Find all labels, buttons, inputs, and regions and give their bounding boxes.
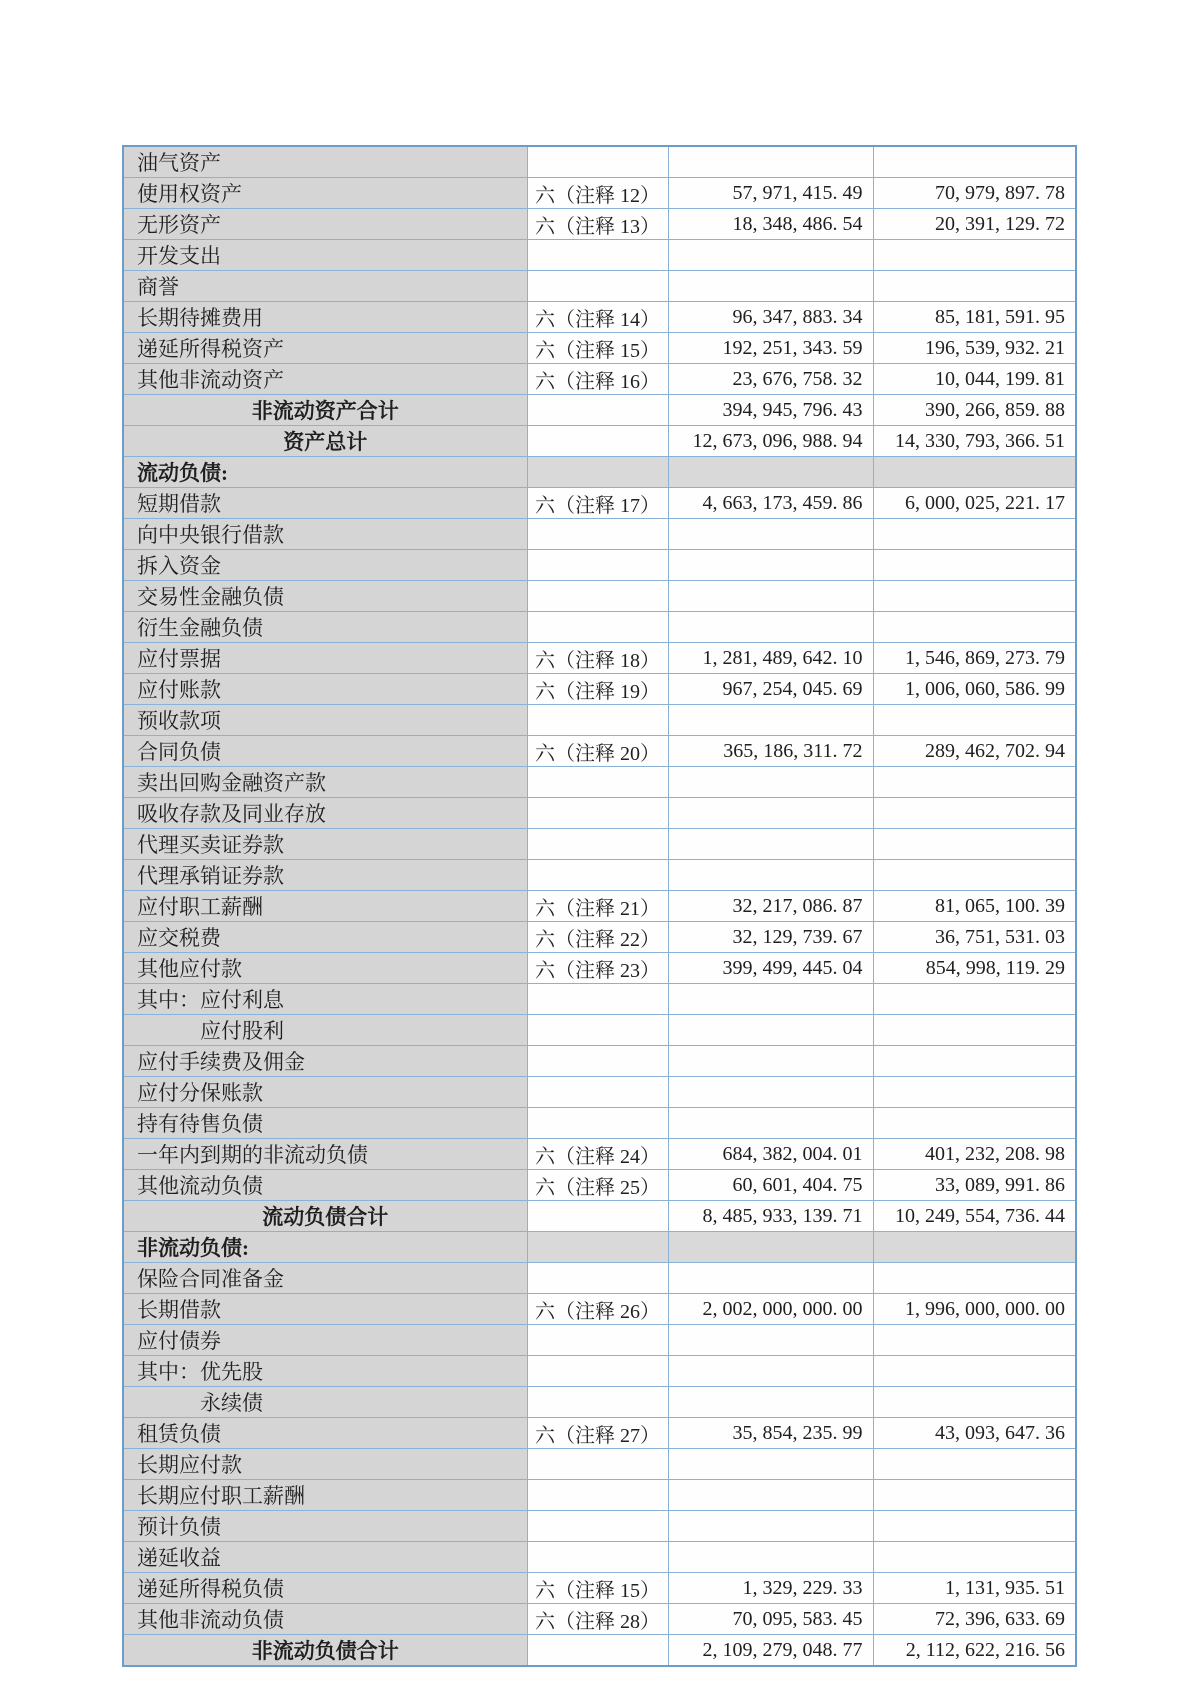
row-label-cell: 应交税费 (123, 922, 527, 953)
row-label-cell: 衍生金融负债 (123, 612, 527, 643)
note-cell: 六（注释 22） (527, 922, 668, 953)
table-row (123, 364, 1076, 395)
note-cell (527, 798, 668, 829)
row-label-cell: 交易性金融负债 (123, 581, 527, 612)
table-row (123, 1325, 1076, 1356)
note-cell (527, 1108, 668, 1139)
prior-period-value-cell: 1, 131, 935. 51 (873, 1573, 1076, 1604)
note-cell (527, 984, 668, 1015)
prior-period-value-cell: 10, 044, 199. 81 (873, 364, 1076, 395)
note-cell: 六（注释 13） (527, 209, 668, 240)
row-label-cell: 油气资产 (123, 146, 527, 178)
prior-period-value-cell (873, 1449, 1076, 1480)
row-label-cell: 长期应付职工薪酬 (123, 1480, 527, 1511)
prior-period-value-cell (873, 1511, 1076, 1542)
table-row (123, 457, 1076, 488)
prior-period-value-cell (873, 1325, 1076, 1356)
note-cell: 六（注释 27） (527, 1418, 668, 1449)
row-label-cell: 预收款项 (123, 705, 527, 736)
note-cell (527, 146, 668, 178)
row-label-cell: 吸收存款及同业存放 (123, 798, 527, 829)
current-period-value-cell: 684, 382, 004. 01 (668, 1139, 873, 1170)
current-period-value-cell: 365, 186, 311. 72 (668, 736, 873, 767)
table-row (123, 1201, 1076, 1232)
current-period-value-cell: 2, 109, 279, 048. 77 (668, 1635, 873, 1667)
prior-period-value-cell (873, 767, 1076, 798)
prior-period-value-cell: 196, 539, 932. 21 (873, 333, 1076, 364)
current-period-value-cell: 32, 129, 739. 67 (668, 922, 873, 953)
table-row (123, 1573, 1076, 1604)
current-period-value-cell: 2, 002, 000, 000. 00 (668, 1294, 873, 1325)
current-period-value-cell (668, 829, 873, 860)
note-cell: 六（注释 17） (527, 488, 668, 519)
row-label-cell: 非流动负债: (123, 1232, 527, 1263)
note-cell: 六（注释 12） (527, 178, 668, 209)
table-row (123, 146, 1076, 178)
prior-period-value-cell (873, 550, 1076, 581)
note-cell (527, 1387, 668, 1418)
note-cell (527, 1015, 668, 1046)
row-label-cell: 非流动资产合计 (123, 395, 527, 426)
prior-period-value-cell (873, 1077, 1076, 1108)
current-period-value-cell: 60, 601, 404. 75 (668, 1170, 873, 1201)
row-label-cell: 递延收益 (123, 1542, 527, 1573)
prior-period-value-cell (873, 457, 1076, 488)
note-cell (527, 395, 668, 426)
row-label-cell: 拆入资金 (123, 550, 527, 581)
table-row (123, 581, 1076, 612)
row-label-cell: 应付票据 (123, 643, 527, 674)
current-period-value-cell: 967, 254, 045. 69 (668, 674, 873, 705)
table-row (123, 550, 1076, 581)
prior-period-value-cell (873, 1263, 1076, 1294)
prior-period-value-cell: 6, 000, 025, 221. 17 (873, 488, 1076, 519)
prior-period-value-cell (873, 798, 1076, 829)
table-row (123, 395, 1076, 426)
note-cell (527, 581, 668, 612)
row-label-cell: 其他非流动负债 (123, 1604, 527, 1635)
row-label-cell: 一年内到期的非流动负债 (123, 1139, 527, 1170)
row-label-cell: 应付债券 (123, 1325, 527, 1356)
current-period-value-cell: 70, 095, 583. 45 (668, 1604, 873, 1635)
prior-period-value-cell (873, 860, 1076, 891)
table-row (123, 1170, 1076, 1201)
table-row (123, 860, 1076, 891)
balance-sheet-table (122, 145, 1077, 1667)
prior-period-value-cell: 10, 249, 554, 736. 44 (873, 1201, 1076, 1232)
table-row (123, 426, 1076, 457)
table-row (123, 488, 1076, 519)
row-label-cell: 其中：应付利息 (123, 984, 527, 1015)
prior-period-value-cell (873, 1015, 1076, 1046)
prior-period-value-cell (873, 1387, 1076, 1418)
current-period-value-cell: 394, 945, 796. 43 (668, 395, 873, 426)
note-cell (527, 1542, 668, 1573)
current-period-value-cell (668, 550, 873, 581)
row-label-cell: 卖出回购金融资产款 (123, 767, 527, 798)
table-row (123, 674, 1076, 705)
note-cell: 六（注释 23） (527, 953, 668, 984)
table-row (123, 1387, 1076, 1418)
prior-period-value-cell: 2, 112, 622, 216. 56 (873, 1635, 1076, 1667)
row-label-cell: 递延所得税资产 (123, 333, 527, 364)
current-period-value-cell (668, 1046, 873, 1077)
note-cell (527, 1511, 668, 1542)
table-row (123, 953, 1076, 984)
current-period-value-cell (668, 1263, 873, 1294)
table-row (123, 271, 1076, 302)
prior-period-value-cell (873, 1232, 1076, 1263)
current-period-value-cell (668, 1480, 873, 1511)
current-period-value-cell: 57, 971, 415. 49 (668, 178, 873, 209)
note-cell (527, 612, 668, 643)
current-period-value-cell (668, 860, 873, 891)
row-label-cell: 开发支出 (123, 240, 527, 271)
table-row (123, 1604, 1076, 1635)
note-cell (527, 457, 668, 488)
prior-period-value-cell (873, 240, 1076, 271)
table-row (123, 705, 1076, 736)
current-period-value-cell (668, 1356, 873, 1387)
row-label-cell: 向中央银行借款 (123, 519, 527, 550)
table-row (123, 240, 1076, 271)
current-period-value-cell (668, 1232, 873, 1263)
current-period-value-cell: 23, 676, 758. 32 (668, 364, 873, 395)
note-cell: 六（注释 20） (527, 736, 668, 767)
prior-period-value-cell: 1, 996, 000, 000. 00 (873, 1294, 1076, 1325)
current-period-value-cell (668, 1108, 873, 1139)
note-cell: 六（注释 16） (527, 364, 668, 395)
prior-period-value-cell (873, 1356, 1076, 1387)
current-period-value-cell: 96, 347, 883. 34 (668, 302, 873, 333)
prior-period-value-cell: 401, 232, 208. 98 (873, 1139, 1076, 1170)
note-cell (527, 1325, 668, 1356)
prior-period-value-cell: 289, 462, 702. 94 (873, 736, 1076, 767)
note-cell (527, 705, 668, 736)
table-row (123, 333, 1076, 364)
current-period-value-cell (668, 581, 873, 612)
table-row (123, 1511, 1076, 1542)
row-label-cell: 流动负债合计 (123, 1201, 527, 1232)
prior-period-value-cell: 43, 093, 647. 36 (873, 1418, 1076, 1449)
note-cell: 六（注释 15） (527, 1573, 668, 1604)
row-label-cell: 其他流动负债 (123, 1170, 527, 1201)
note-cell: 六（注释 19） (527, 674, 668, 705)
prior-period-value-cell: 390, 266, 859. 88 (873, 395, 1076, 426)
row-label-cell: 合同负债 (123, 736, 527, 767)
table-row (123, 1356, 1076, 1387)
note-cell: 六（注释 24） (527, 1139, 668, 1170)
note-cell: 六（注释 21） (527, 891, 668, 922)
row-label-cell: 应付手续费及佣金 (123, 1046, 527, 1077)
note-cell (527, 1356, 668, 1387)
table-row (123, 829, 1076, 860)
note-cell (527, 829, 668, 860)
prior-period-value-cell (873, 581, 1076, 612)
current-period-value-cell: 399, 499, 445. 04 (668, 953, 873, 984)
table-row (123, 736, 1076, 767)
row-label-cell: 其他非流动资产 (123, 364, 527, 395)
current-period-value-cell (668, 240, 873, 271)
current-period-value-cell (668, 705, 873, 736)
table-row (123, 1635, 1076, 1667)
current-period-value-cell: 12, 673, 096, 988. 94 (668, 426, 873, 457)
row-label-cell: 其他应付款 (123, 953, 527, 984)
row-label-cell: 商誉 (123, 271, 527, 302)
note-cell (527, 1077, 668, 1108)
row-label-cell: 无形资产 (123, 209, 527, 240)
table-row (123, 1077, 1076, 1108)
note-cell: 六（注释 14） (527, 302, 668, 333)
note-cell (527, 271, 668, 302)
current-period-value-cell: 18, 348, 486. 54 (668, 209, 873, 240)
table-row (123, 1108, 1076, 1139)
prior-period-value-cell: 1, 546, 869, 273. 79 (873, 643, 1076, 674)
row-label-cell: 应付股利 (123, 1015, 527, 1046)
prior-period-value-cell (873, 705, 1076, 736)
row-label-cell: 租赁负债 (123, 1418, 527, 1449)
note-cell (527, 1232, 668, 1263)
table-row (123, 1480, 1076, 1511)
current-period-value-cell: 1, 329, 229. 33 (668, 1573, 873, 1604)
note-cell (527, 1201, 668, 1232)
note-cell (527, 426, 668, 457)
row-label-cell: 使用权资产 (123, 178, 527, 209)
current-period-value-cell: 192, 251, 343. 59 (668, 333, 873, 364)
note-cell: 六（注释 15） (527, 333, 668, 364)
note-cell (527, 767, 668, 798)
prior-period-value-cell (873, 271, 1076, 302)
current-period-value-cell: 8, 485, 933, 139. 71 (668, 1201, 873, 1232)
current-period-value-cell (668, 146, 873, 178)
note-cell (527, 1263, 668, 1294)
table-row (123, 1263, 1076, 1294)
prior-period-value-cell: 14, 330, 793, 366. 51 (873, 426, 1076, 457)
table-row (123, 1449, 1076, 1480)
row-label-cell: 保险合同准备金 (123, 1263, 527, 1294)
table-row (123, 984, 1076, 1015)
note-cell: 六（注释 25） (527, 1170, 668, 1201)
row-label-cell: 其中：优先股 (123, 1356, 527, 1387)
note-cell (527, 240, 668, 271)
current-period-value-cell: 1, 281, 489, 642. 10 (668, 643, 873, 674)
table-row (123, 767, 1076, 798)
prior-period-value-cell: 1, 006, 060, 586. 99 (873, 674, 1076, 705)
table-row (123, 1139, 1076, 1170)
table-row (123, 1542, 1076, 1573)
row-label-cell: 应付分保账款 (123, 1077, 527, 1108)
prior-period-value-cell (873, 519, 1076, 550)
current-period-value-cell (668, 1542, 873, 1573)
current-period-value-cell (668, 984, 873, 1015)
note-cell (527, 860, 668, 891)
prior-period-value-cell: 36, 751, 531. 03 (873, 922, 1076, 953)
current-period-value-cell (668, 1077, 873, 1108)
table-row (123, 1294, 1076, 1325)
prior-period-value-cell (873, 612, 1076, 643)
row-label-cell: 长期借款 (123, 1294, 527, 1325)
prior-period-value-cell: 33, 089, 991. 86 (873, 1170, 1076, 1201)
prior-period-value-cell (873, 984, 1076, 1015)
table-row (123, 178, 1076, 209)
note-cell (527, 550, 668, 581)
table-row (123, 519, 1076, 550)
note-cell: 六（注释 28） (527, 1604, 668, 1635)
table-row (123, 1232, 1076, 1263)
prior-period-value-cell (873, 1046, 1076, 1077)
note-cell (527, 1635, 668, 1667)
row-label-cell: 资产总计 (123, 426, 527, 457)
table-row (123, 891, 1076, 922)
row-label-cell: 非流动负债合计 (123, 1635, 527, 1667)
current-period-value-cell (668, 798, 873, 829)
row-label-cell: 代理买卖证券款 (123, 829, 527, 860)
prior-period-value-cell: 85, 181, 591. 95 (873, 302, 1076, 333)
table-row (123, 1418, 1076, 1449)
prior-period-value-cell (873, 1542, 1076, 1573)
current-period-value-cell: 35, 854, 235. 99 (668, 1418, 873, 1449)
table-row (123, 1015, 1076, 1046)
current-period-value-cell (668, 767, 873, 798)
current-period-value-cell (668, 457, 873, 488)
current-period-value-cell (668, 612, 873, 643)
current-period-value-cell (668, 519, 873, 550)
current-period-value-cell (668, 271, 873, 302)
row-label-cell: 递延所得税负债 (123, 1573, 527, 1604)
table-row (123, 209, 1076, 240)
row-label-cell: 长期应付款 (123, 1449, 527, 1480)
row-label-cell: 短期借款 (123, 488, 527, 519)
prior-period-value-cell: 854, 998, 119. 29 (873, 953, 1076, 984)
table-row (123, 1046, 1076, 1077)
prior-period-value-cell: 72, 396, 633. 69 (873, 1604, 1076, 1635)
current-period-value-cell (668, 1325, 873, 1356)
table-row (123, 798, 1076, 829)
table-row (123, 922, 1076, 953)
note-cell (527, 1480, 668, 1511)
row-label-cell: 流动负债: (123, 457, 527, 488)
row-label-cell: 长期待摊费用 (123, 302, 527, 333)
prior-period-value-cell (873, 1480, 1076, 1511)
current-period-value-cell: 4, 663, 173, 459. 86 (668, 488, 873, 519)
note-cell (527, 1046, 668, 1077)
row-label-cell: 预计负债 (123, 1511, 527, 1542)
current-period-value-cell: 32, 217, 086. 87 (668, 891, 873, 922)
prior-period-value-cell (873, 146, 1076, 178)
current-period-value-cell (668, 1449, 873, 1480)
prior-period-value-cell (873, 1108, 1076, 1139)
row-label-cell: 永续债 (123, 1387, 527, 1418)
table-row (123, 302, 1076, 333)
note-cell: 六（注释 26） (527, 1294, 668, 1325)
row-label-cell: 代理承销证券款 (123, 860, 527, 891)
prior-period-value-cell: 81, 065, 100. 39 (873, 891, 1076, 922)
note-cell: 六（注释 18） (527, 643, 668, 674)
row-label-cell: 应付职工薪酬 (123, 891, 527, 922)
prior-period-value-cell: 70, 979, 897. 78 (873, 178, 1076, 209)
row-label-cell: 持有待售负债 (123, 1108, 527, 1139)
current-period-value-cell (668, 1387, 873, 1418)
table-row (123, 612, 1076, 643)
current-period-value-cell (668, 1511, 873, 1542)
row-label-cell: 应付账款 (123, 674, 527, 705)
note-cell (527, 1449, 668, 1480)
prior-period-value-cell: 20, 391, 129. 72 (873, 209, 1076, 240)
table-row (123, 643, 1076, 674)
prior-period-value-cell (873, 829, 1076, 860)
balance-sheet-body (123, 146, 1076, 1666)
note-cell (527, 519, 668, 550)
current-period-value-cell (668, 1015, 873, 1046)
